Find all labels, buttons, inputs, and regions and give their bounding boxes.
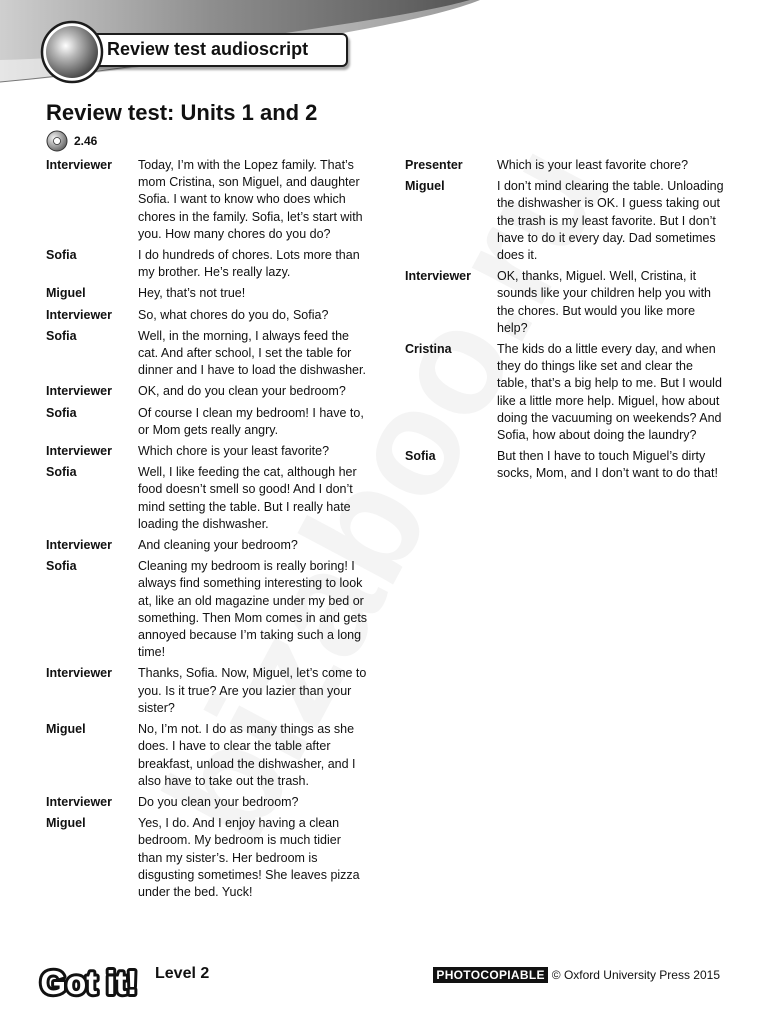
speaker-name: Miguel (46, 722, 86, 737)
dialogue-row (46, 721, 368, 790)
speech-text: Cleaning my bedroom is really boring! I always find something interesting to look at, like an old magazine under my bed or something. Then Mom comes in and gets annoyed because I’m taking such a long time! (138, 559, 368, 660)
speech-text: Hey, that’s not true! (138, 286, 246, 301)
speaker-name: Interviewer (46, 538, 113, 553)
page-title: Review test: Units 1 and 2 (46, 100, 318, 125)
speech-text: Which is your least favorite chore? (497, 158, 689, 172)
dialogue-row (46, 443, 368, 460)
speaker-name: Interviewer (46, 666, 113, 681)
dialogue-row (46, 665, 368, 717)
speaker-name: Cristina (405, 342, 452, 357)
dialogue-row (46, 383, 368, 400)
speech-text: So, what chores do you do, Sofia? (138, 307, 329, 322)
speaker-name: Sofia (46, 248, 77, 263)
dialogue-row (46, 815, 368, 901)
speaker-name: Interviewer (46, 794, 113, 809)
transcript-left-column (46, 157, 368, 905)
speech-text: Thanks, Sofia. Now, Miguel, let’s come to you. Is it true? Are you lazier than your sister? (138, 666, 367, 715)
got-it-logo (36, 960, 142, 1004)
speech-text: I don’t mind clearing the table. Unloading the dishwasher is OK. I guess taking out the trash is my least favorite. But I don’t have to do it every day. Dad sometimes does it. (497, 179, 724, 263)
dialogue-row (46, 794, 368, 811)
dialogue-row (405, 448, 725, 482)
copyright-text: © Oxford University Press 2015 (551, 968, 720, 982)
footer-level: Level 2 (155, 965, 210, 982)
dialogue-row (46, 558, 368, 661)
transcript-right-column (405, 157, 725, 487)
dialogue-row (46, 328, 368, 380)
speech-text: Today, I’m with the Lopez family. That’s mom Cristina, son Miguel, and daughter Sofia. I want to know who does which chores in the family. Sofia, let’s start with you. How many chores do you do? (138, 158, 363, 241)
dialogue-row (46, 464, 368, 533)
sphere-icon (40, 20, 104, 84)
track-number: 2.46 (74, 134, 98, 148)
cd-icon (46, 130, 68, 152)
photocopiable-badge: PHOTOCOPIABLE (433, 967, 547, 983)
speech-text: And cleaning your bedroom? (138, 538, 298, 553)
dialogue-row (46, 285, 368, 302)
footer-copyright-block (433, 967, 720, 983)
dialogue-row (46, 157, 368, 243)
header-title: Review test audioscript (107, 39, 309, 59)
speech-text: Which chore is your least favorite? (138, 444, 330, 459)
speech-text: Well, in the morning, I always feed the cat. And after school, I set the table for dinner and I have to load the dishwasher. (138, 328, 366, 378)
dialogue-row (46, 247, 368, 281)
speaker-name: Sofia (46, 328, 77, 343)
speaker-name: Miguel (46, 816, 86, 831)
speaker-name: Sofia (46, 405, 77, 420)
dialogue-row (46, 537, 368, 554)
dialogue-row (405, 268, 725, 337)
speech-text: Well, I like feeding the cat, although her food doesn’t smell so good! And I don’t mind setting the table. But I really hate loading the dishwasher. (138, 465, 357, 531)
dialogue-row (46, 405, 368, 439)
speaker-name: Presenter (405, 158, 463, 172)
speech-text: Yes, I do. And I enjoy having a clean bedroom. My bedroom is much tidier than my sister’s. Her bedroom is disgusting sometimes! She leaves pizza under the bed. Yuck! (138, 816, 360, 899)
speech-text: The kids do a little every day, and when they do things like set and clear the table, that’s a big help to me. But I would like a little more help. Miguel, how about doing the vacuuming on weekends? And Sofia, how about doing the laundry? (497, 342, 722, 443)
speech-text: I do hundreds of chores. Lots more than my brother. He’s really lazy. (138, 248, 360, 280)
speech-text: But then I have to touch Miguel’s dirty socks, Mom, and I don’t want to do that! (497, 449, 718, 481)
dialogue-row (405, 178, 725, 264)
speaker-name: Interviewer (46, 158, 113, 172)
speaker-name: Sofia (405, 449, 436, 464)
speaker-name: Interviewer (46, 307, 113, 322)
speaker-name: Interviewer (46, 384, 113, 399)
speaker-name: Interviewer (46, 444, 113, 459)
speech-text: Do you clean your bedroom? (138, 794, 299, 809)
speaker-name: Sofia (46, 559, 77, 574)
speaker-name: Interviewer (405, 269, 472, 284)
dialogue-row (405, 157, 725, 174)
audio-track (46, 130, 97, 152)
speech-text: OK, thanks, Miguel. Well, Cristina, it sounds like your children help you with the chores. But would you like more help? (497, 269, 712, 335)
speech-text: No, I’m not. I do as many things as she does. I have to clear the table after breakfast, unload the dishwasher, and I also have to take out the trash. (138, 722, 356, 788)
speaker-name: Miguel (405, 179, 445, 194)
dialogue-row (405, 341, 725, 444)
logo-text: Got it! (40, 964, 138, 1001)
speech-text: Of course I clean my bedroom! I have to, or Mom gets really angry. (138, 405, 364, 437)
header-banner (72, 33, 348, 67)
dialogue-row (46, 307, 368, 324)
speaker-name: Miguel (46, 286, 86, 301)
speech-text: OK, and do you clean your bedroom? (138, 384, 346, 399)
speaker-name: Sofia (46, 465, 77, 480)
